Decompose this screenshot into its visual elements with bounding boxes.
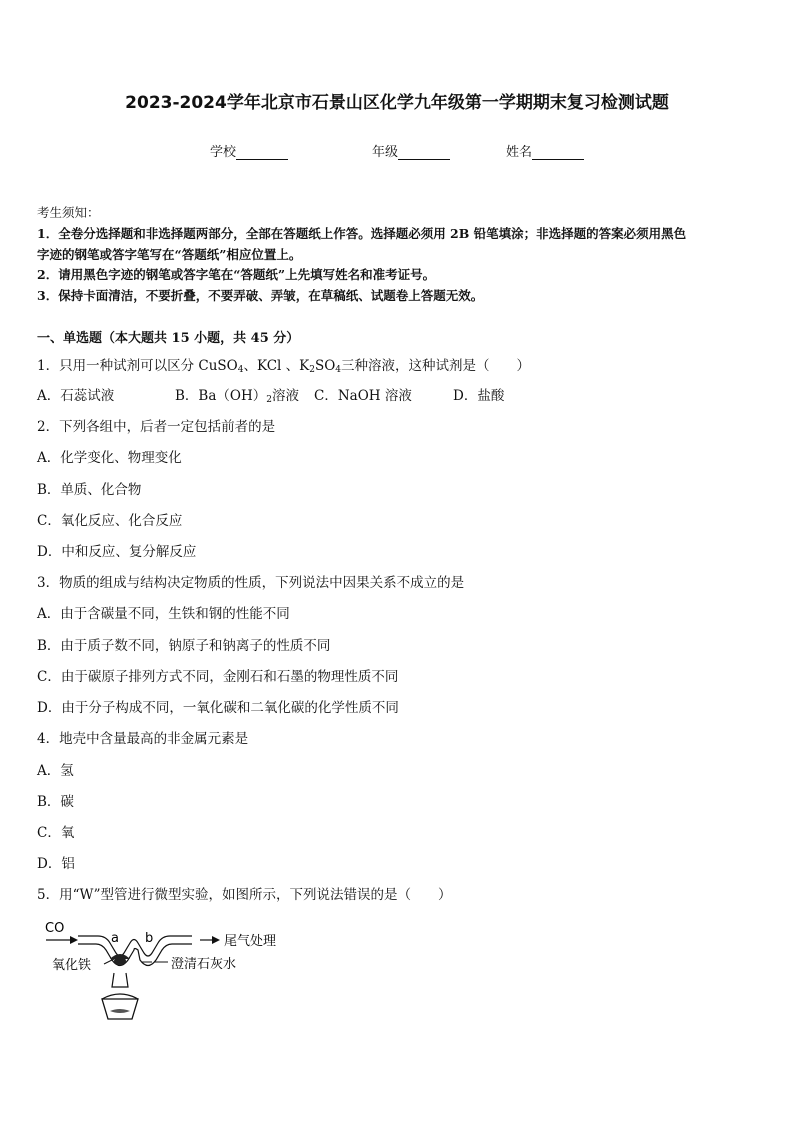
- w-tube-apparatus-diagram: [40, 915, 300, 1035]
- question-5-stem: 5．用“W”型管进行微型实验，如图所示，下列说法错误的是（ ）: [37, 887, 452, 903]
- q4-option-a: A．氢: [37, 763, 74, 779]
- q1-text: SO: [314, 358, 336, 374]
- arrow-head-icon: [212, 936, 220, 944]
- point-b-label: b: [145, 931, 154, 946]
- q2-option-d: D．中和反应、复分解反应: [37, 544, 197, 560]
- q1-text: 、KCl 、K: [243, 358, 310, 374]
- q2-option-a: A．化学变化、物理变化: [37, 450, 182, 466]
- q2-option-b: B．单质、化合物: [37, 482, 142, 498]
- notice-heading: 考生须知：: [37, 205, 100, 220]
- question-2-stem: 2．下列各组中，后者一定包括前者的是: [37, 419, 276, 435]
- point-a-label: a: [111, 931, 119, 946]
- page-title: 2023-2024学年北京市石景山区化学九年级第一学期期末复习检测试题: [125, 93, 669, 113]
- q3-option-b: B．由于质子数不同，钠原子和钠离子的性质不同: [37, 638, 331, 654]
- q3-option-a: A．由于含碳量不同，生铁和钢的性能不同: [37, 606, 290, 622]
- notice-line-1b: 字迹的钢笔或答字笔写在“答题纸”相应位置上。: [37, 247, 302, 262]
- q1-option-b-text: B．Ba（OH）: [175, 388, 267, 404]
- name-label: 姓名: [506, 145, 533, 160]
- q1-option-b: [175, 384, 299, 405]
- flame-icon: [114, 957, 126, 965]
- section-heading: 一、单选题（本大题共 15 小题，共 45 分）: [37, 331, 300, 346]
- arrow-head-icon: [70, 936, 78, 944]
- grade-blank: [398, 146, 450, 160]
- q2-option-c: C．氧化反应、化合反应: [37, 513, 183, 529]
- grade-field: [372, 141, 450, 160]
- q4-option-c: C．氧: [37, 825, 75, 841]
- q1-subscript: 4: [237, 365, 244, 375]
- q1-text: 三种溶液，这种试剂是（ ）: [341, 358, 531, 374]
- notice-line-3: 3．保持卡面清洁，不要折叠，不要弄破、弄皱，在草稿纸、试题卷上答题无效。: [37, 288, 484, 303]
- limewater-label: 澄清石灰水: [171, 957, 237, 972]
- w-tube-upper-wall: [78, 936, 192, 956]
- q4-option-d: D．铝: [37, 856, 75, 872]
- name-blank: [532, 146, 584, 160]
- notice-line-1a: 1．全卷分选择题和非选择题两部分，全部在答题纸上作答。选择题必须用 2B 铅笔填涂；非选择题的答案必须用黑色: [37, 226, 687, 241]
- exhaust-label: 尾气处理: [224, 934, 277, 949]
- q1-option-b-text: 溶液: [271, 388, 299, 404]
- q4-option-b: B．碳: [37, 794, 74, 810]
- school-field: [210, 141, 288, 160]
- q1-option-c: C．NaOH 溶液: [314, 388, 412, 404]
- question-3-stem: 3．物质的组成与结构决定物质的性质，下列说法中因果关系不成立的是: [37, 575, 465, 591]
- lamp-wick-holder: [112, 973, 128, 987]
- iron-oxide-label: 氧化铁: [52, 958, 92, 973]
- q1-option-b-subscript: 2: [266, 395, 272, 405]
- q3-option-c: C．由于碳原子排列方式不同，金刚石和石墨的物理性质不同: [37, 669, 399, 685]
- name-field: [506, 141, 584, 160]
- q3-option-d: D．由于分子构成不同，一氧化碳和二氧化碳的化学性质不同: [37, 700, 399, 716]
- co-label: CO: [45, 921, 65, 936]
- grade-label: 年级: [372, 145, 399, 160]
- q1-option-a: A．石蕊试液: [37, 388, 115, 404]
- question-1-stem: [37, 354, 530, 375]
- lamp-alcohol-fill: [110, 1009, 130, 1013]
- q1-option-d: D．盐酸: [453, 388, 505, 404]
- school-label: 学校: [210, 145, 237, 160]
- alcohol-lamp-top: [102, 994, 138, 999]
- notice-line-2: 2．请用黑色字迹的钢笔或答字笔在“答题纸”上先填写姓名和准考证号。: [37, 267, 436, 282]
- q1-subscript: 4: [335, 365, 342, 375]
- q1-subscript: 2: [309, 365, 315, 375]
- q1-text: 1．只用一种试剂可以区分 CuSO: [37, 358, 238, 374]
- school-blank: [236, 146, 288, 160]
- question-4-stem: 4．地壳中含量最高的非金属元素是: [37, 731, 249, 747]
